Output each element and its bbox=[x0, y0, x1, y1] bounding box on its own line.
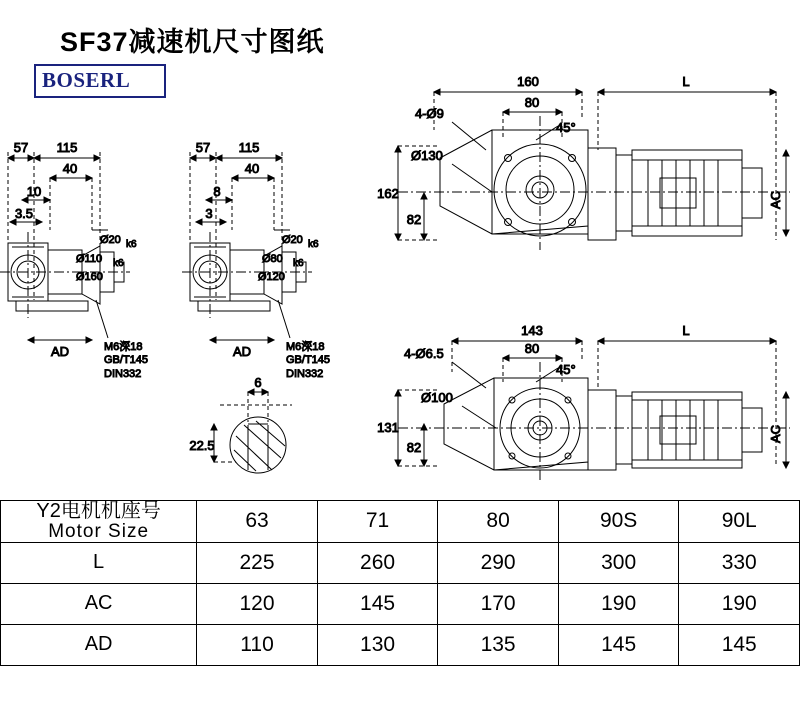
cell-ac-3: 190 bbox=[558, 583, 679, 624]
svg-text:4-Ø9: 4-Ø9 bbox=[415, 106, 444, 121]
svg-text:M6深18: M6深18 bbox=[104, 341, 143, 353]
row-label-l: L bbox=[1, 542, 197, 583]
svg-text:Ø120: Ø120 bbox=[258, 271, 285, 283]
row-label-ac: AC bbox=[1, 583, 197, 624]
table-header-size-4: 90L bbox=[679, 501, 800, 543]
cell-ad-1: 130 bbox=[317, 624, 438, 665]
svg-text:AD: AD bbox=[232, 344, 252, 359]
table-header-label-en: Motor Size bbox=[48, 521, 150, 542]
svg-text:k6: k6 bbox=[113, 258, 124, 269]
svg-text:131: 131 bbox=[377, 420, 399, 435]
table-header-size-0: 63 bbox=[197, 501, 318, 543]
flange-front-view-top bbox=[377, 74, 790, 250]
svg-text:Ø20: Ø20 bbox=[282, 234, 303, 246]
svg-text:45°: 45° bbox=[556, 362, 576, 377]
svg-text:115: 115 bbox=[238, 140, 260, 155]
cell-ac-2: 170 bbox=[438, 583, 559, 624]
cell-ad-0: 110 bbox=[197, 624, 318, 665]
svg-text:57: 57 bbox=[13, 140, 29, 155]
cell-ad-2: 135 bbox=[438, 624, 559, 665]
cell-l-0: 225 bbox=[197, 542, 318, 583]
svg-text:143: 143 bbox=[521, 323, 543, 338]
svg-text:AC: AC bbox=[768, 190, 783, 210]
row-label-ad: AD bbox=[1, 624, 197, 665]
svg-text:6: 6 bbox=[254, 375, 262, 390]
svg-text:k6: k6 bbox=[293, 258, 304, 269]
svg-text:115: 115 bbox=[56, 140, 78, 155]
svg-text:45°: 45° bbox=[556, 120, 576, 135]
table-row bbox=[1, 542, 800, 583]
cell-ad-4: 145 bbox=[679, 624, 800, 665]
svg-text:DIN332: DIN332 bbox=[104, 368, 142, 380]
svg-text:GB/T145: GB/T145 bbox=[286, 354, 331, 366]
svg-text:8: 8 bbox=[213, 184, 221, 199]
svg-text:10: 10 bbox=[26, 184, 42, 199]
left-section-view-1 bbox=[0, 140, 148, 380]
svg-text:M6深18: M6深18 bbox=[286, 341, 325, 353]
svg-text:80: 80 bbox=[524, 95, 540, 110]
svg-text:DIN332: DIN332 bbox=[286, 368, 324, 380]
table-header-label-cn: Y2电机机座号 bbox=[36, 500, 161, 522]
svg-text:k6: k6 bbox=[126, 239, 137, 250]
cell-ac-0: 120 bbox=[197, 583, 318, 624]
svg-text:Ø20: Ø20 bbox=[100, 234, 121, 246]
table-header-size-2: 80 bbox=[438, 501, 559, 543]
svg-text:22.5: 22.5 bbox=[189, 438, 215, 453]
svg-text:GB/T145: GB/T145 bbox=[104, 354, 149, 366]
svg-text:82: 82 bbox=[406, 440, 422, 455]
cell-l-3: 300 bbox=[558, 542, 679, 583]
svg-text:82: 82 bbox=[406, 212, 422, 227]
flange-front-view-bottom bbox=[377, 323, 790, 482]
svg-text:L: L bbox=[682, 74, 690, 89]
cell-ac-1: 145 bbox=[317, 583, 438, 624]
left-section-view-2 bbox=[182, 140, 330, 380]
cell-l-1: 260 bbox=[317, 542, 438, 583]
table-row bbox=[1, 583, 800, 624]
svg-text:80: 80 bbox=[524, 341, 540, 356]
cell-ad-3: 145 bbox=[558, 624, 679, 665]
table-row bbox=[1, 624, 800, 665]
svg-text:Ø110: Ø110 bbox=[76, 253, 103, 265]
svg-text:162: 162 bbox=[377, 186, 399, 201]
logo-text: BOSERL bbox=[42, 68, 131, 92]
svg-text:Ø80: Ø80 bbox=[262, 253, 283, 265]
table-header-size-1: 71 bbox=[317, 501, 438, 543]
svg-text:4-Ø6.5: 4-Ø6.5 bbox=[404, 346, 444, 361]
table-header-size-3: 90S bbox=[558, 501, 679, 543]
svg-text:Ø160: Ø160 bbox=[76, 271, 103, 283]
svg-text:Ø130: Ø130 bbox=[411, 148, 443, 163]
svg-text:k6: k6 bbox=[308, 239, 319, 250]
svg-text:AD: AD bbox=[50, 344, 70, 359]
svg-text:3: 3 bbox=[205, 206, 213, 221]
svg-text:40: 40 bbox=[62, 161, 78, 176]
svg-text:Ø100: Ø100 bbox=[421, 390, 453, 405]
table-header-row bbox=[1, 501, 800, 543]
svg-text:AC: AC bbox=[768, 424, 783, 444]
cell-l-2: 290 bbox=[438, 542, 559, 583]
svg-text:L: L bbox=[682, 323, 690, 338]
svg-text:57: 57 bbox=[195, 140, 211, 155]
cell-ac-4: 190 bbox=[679, 583, 800, 624]
table-header-label bbox=[1, 501, 197, 543]
motor-size-table bbox=[0, 500, 800, 666]
page-title: SF37减速机尺寸图纸 bbox=[60, 27, 325, 57]
svg-text:40: 40 bbox=[244, 161, 260, 176]
svg-text:3.5: 3.5 bbox=[14, 206, 34, 221]
keyway-detail-view bbox=[189, 375, 292, 473]
svg-text:160: 160 bbox=[517, 74, 539, 89]
cell-l-4: 330 bbox=[679, 542, 800, 583]
